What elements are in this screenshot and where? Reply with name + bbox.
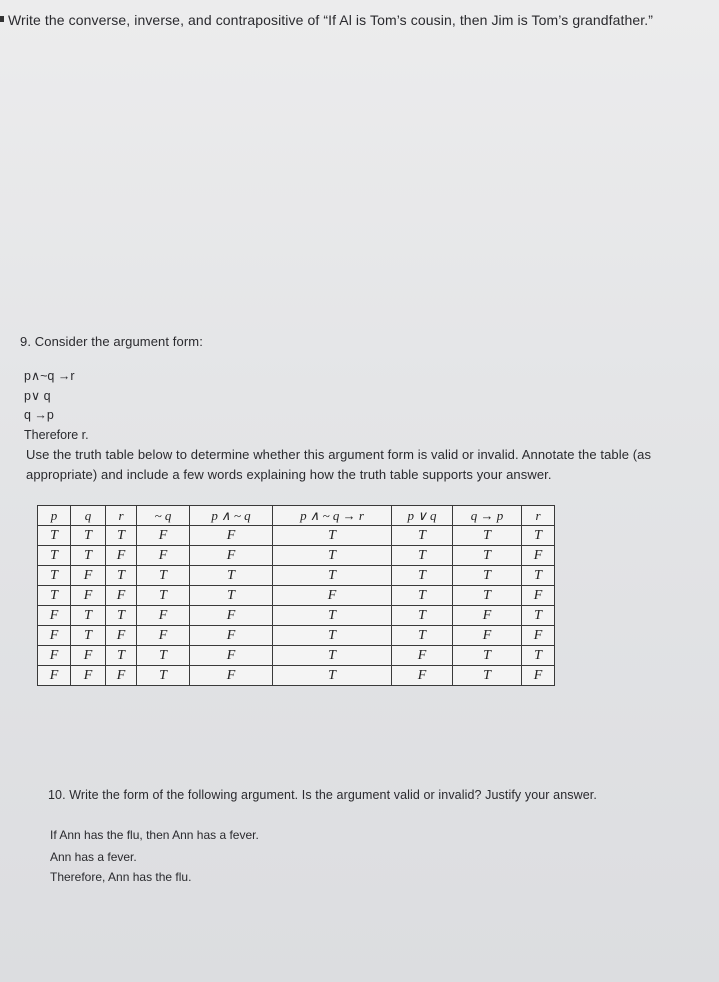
table-cell: T	[453, 666, 522, 686]
table-cell: T	[38, 546, 71, 566]
table-row	[38, 666, 555, 686]
table-cell: T	[392, 606, 453, 626]
header-cell: q → p	[453, 506, 522, 526]
argument-line-3: Therefore, Ann has the flu.	[50, 870, 192, 884]
table-cell: T	[137, 586, 190, 606]
table-cell: F	[137, 626, 190, 646]
conclusion: Therefore r.	[24, 428, 89, 442]
table-cell: T	[273, 626, 392, 646]
table-cell: T	[453, 526, 522, 546]
table-cell: T	[38, 566, 71, 586]
page-mark	[0, 16, 4, 22]
table-cell: T	[137, 646, 190, 666]
table-cell: T	[392, 566, 453, 586]
table-header-row	[38, 506, 555, 526]
table-cell: F	[106, 626, 137, 646]
table-cell: T	[106, 646, 137, 666]
table-cell: T	[106, 566, 137, 586]
table-cell: T	[137, 566, 190, 586]
question-10-title: 10. Write the form of the following argument. Is the argument valid or invalid? Justify your answer.	[48, 788, 597, 802]
table-cell: F	[190, 606, 273, 626]
table-row	[38, 526, 555, 546]
table-row	[38, 646, 555, 666]
table-cell: T	[273, 526, 392, 546]
table-cell: T	[392, 586, 453, 606]
table-cell: T	[71, 526, 106, 546]
table-row	[38, 626, 555, 646]
table-cell: F	[71, 586, 106, 606]
table-cell: T	[392, 526, 453, 546]
table-cell: F	[38, 666, 71, 686]
table-cell: F	[392, 646, 453, 666]
table-cell: F	[190, 646, 273, 666]
table-cell: T	[106, 526, 137, 546]
table-cell: T	[190, 586, 273, 606]
table-cell: T	[71, 626, 106, 646]
table-cell: T	[273, 606, 392, 626]
table-cell: F	[453, 606, 522, 626]
header-cell: p	[38, 506, 71, 526]
table-cell: T	[522, 606, 555, 626]
table-cell: F	[38, 606, 71, 626]
table-cell: T	[38, 586, 71, 606]
truth-table	[37, 505, 555, 686]
table-body	[38, 526, 555, 686]
question-9-title: 9. Consider the argument form:	[20, 334, 203, 349]
header-cell: r	[522, 506, 555, 526]
table-cell: F	[190, 546, 273, 566]
instructions-line-2: appropriate) and include a few words explaining how the truth table supports your answer.	[26, 467, 552, 482]
premise-3: q →p	[24, 408, 54, 422]
table-cell: F	[38, 646, 71, 666]
table-cell: F	[522, 626, 555, 646]
table-row	[38, 566, 555, 586]
table-cell: T	[453, 586, 522, 606]
table-cell: F	[190, 526, 273, 546]
header-cell: r	[106, 506, 137, 526]
table-cell: T	[273, 546, 392, 566]
table-cell: F	[106, 586, 137, 606]
table-cell: T	[453, 546, 522, 566]
table-cell: F	[522, 546, 555, 566]
table-cell: T	[71, 606, 106, 626]
table-cell: F	[71, 646, 106, 666]
table-cell: F	[273, 586, 392, 606]
header-cell: p ∧ ~ q → r	[273, 506, 392, 526]
premise-2: p∨ q	[24, 389, 51, 403]
argument-line-2: Ann has a fever.	[50, 850, 137, 864]
question-1-text: Write the converse, inverse, and contrapositive of “If Al is Tom’s cousin, then Jim is Tom’s grandfather.”	[8, 12, 654, 28]
table-cell: T	[273, 666, 392, 686]
table-cell: T	[522, 646, 555, 666]
argument-line-1: If Ann has the flu, then Ann has a fever.	[50, 828, 259, 842]
table-cell: F	[137, 526, 190, 546]
table-cell: F	[38, 626, 71, 646]
table-cell: T	[106, 606, 137, 626]
table-cell: T	[137, 666, 190, 686]
table-cell: T	[392, 546, 453, 566]
table-cell: T	[392, 626, 453, 646]
instructions-line-1: Use the truth table below to determine whether this argument form is valid or invalid. Annotate the table (as	[26, 447, 652, 462]
table-cell: F	[190, 666, 273, 686]
table-cell: F	[522, 586, 555, 606]
table-cell: F	[71, 566, 106, 586]
table-row	[38, 606, 555, 626]
table-cell: T	[38, 526, 71, 546]
table-cell: T	[453, 646, 522, 666]
table-cell: F	[106, 546, 137, 566]
table-cell: T	[71, 546, 106, 566]
header-cell: q	[71, 506, 106, 526]
table-cell: T	[273, 646, 392, 666]
table-cell: F	[453, 626, 522, 646]
table-cell: F	[522, 666, 555, 686]
table-row	[38, 546, 555, 566]
table-cell: F	[71, 666, 106, 686]
header-cell: p ∨ q	[392, 506, 453, 526]
header-cell: ~ q	[137, 506, 190, 526]
table-cell: F	[392, 666, 453, 686]
table-row	[38, 586, 555, 606]
table-cell: T	[522, 526, 555, 546]
table-cell: F	[190, 626, 273, 646]
header-cell: p ∧ ~ q	[190, 506, 273, 526]
table-cell: T	[522, 566, 555, 586]
table-cell: T	[273, 566, 392, 586]
premise-1: p∧~q →r	[24, 369, 75, 383]
table-cell: F	[137, 606, 190, 626]
table-cell: F	[106, 666, 137, 686]
table-cell: T	[190, 566, 273, 586]
table-cell: F	[137, 546, 190, 566]
table-cell: T	[453, 566, 522, 586]
